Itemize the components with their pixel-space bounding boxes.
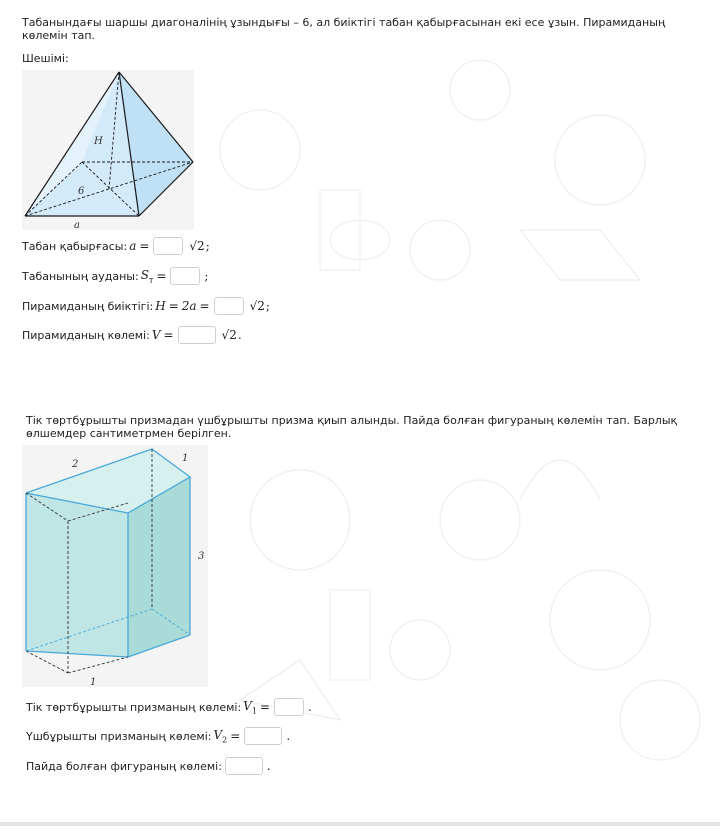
answer-input-height[interactable] xyxy=(214,297,244,315)
answer-input-base-area[interactable] xyxy=(170,267,200,285)
row-label: Тік төртбұрышты призманың көлемі: xyxy=(26,700,242,714)
row-end: . xyxy=(266,759,271,773)
answer-input-result[interactable] xyxy=(225,757,263,775)
height-label: H xyxy=(94,136,103,147)
pyramid-drawing xyxy=(22,70,194,230)
equals-sign: = xyxy=(163,328,174,342)
math-var xyxy=(141,268,154,284)
equals-sign: = xyxy=(168,299,179,313)
answer-input-v1[interactable] xyxy=(274,698,304,716)
prism-front-face xyxy=(26,493,128,657)
math-var: H xyxy=(155,299,166,313)
math-var xyxy=(214,728,228,744)
math-var: a xyxy=(129,239,137,253)
label-top-right: 1 xyxy=(182,453,189,464)
row-base-side xyxy=(22,237,211,255)
row-label: Пирамиданың көлемі: xyxy=(22,328,150,342)
sqrt-term: √2 xyxy=(189,239,205,253)
label-right: 3 xyxy=(198,551,205,562)
row-label: Табанының ауданы: xyxy=(22,269,139,283)
math-expression: 2a xyxy=(181,299,197,313)
row-end: . xyxy=(307,700,312,714)
math-subscript: т xyxy=(148,275,154,285)
bottom-divider xyxy=(0,822,720,826)
row-end: . xyxy=(237,328,242,342)
math-var-letter: V xyxy=(243,698,252,713)
row-rect-prism-volume xyxy=(26,698,313,716)
answer-input-base-side[interactable] xyxy=(153,237,183,255)
prism-figure xyxy=(22,445,208,687)
row-result-volume xyxy=(26,757,272,775)
sqrt-term: √2 xyxy=(249,299,265,313)
row-label: Пирамиданың биіктігі: xyxy=(22,299,154,313)
answer-input-volume[interactable] xyxy=(178,326,216,344)
equals-sign: = xyxy=(156,269,167,283)
math-var-letter: S xyxy=(140,267,149,282)
equals-sign: = xyxy=(230,729,241,743)
row-end: . xyxy=(286,729,291,743)
label-top-left: 2 xyxy=(72,459,79,470)
label-bottom: 1 xyxy=(90,677,97,687)
row-end: ; xyxy=(265,299,270,313)
answer-input-v2[interactable] xyxy=(244,727,282,745)
prism-drawing xyxy=(22,445,208,687)
math-var xyxy=(243,699,257,715)
diagonal-label: 6 xyxy=(78,186,85,197)
row-base-area xyxy=(22,267,209,285)
math-var-letter: V xyxy=(213,727,223,742)
equals-sign: = xyxy=(199,299,210,313)
equals-sign: = xyxy=(259,700,270,714)
math-subscript: 2 xyxy=(222,735,228,745)
row-volume xyxy=(22,326,243,344)
math-var: V xyxy=(151,328,161,342)
solution-label: Шешімі: xyxy=(22,52,69,65)
equals-sign: = xyxy=(139,239,150,253)
row-end: ; xyxy=(205,239,210,253)
math-subscript: 1 xyxy=(251,706,257,716)
row-tri-prism-volume xyxy=(26,727,291,745)
task2-statement: Тік төртбұрышты призмадан үшбұрышты призма қиып алынды. Пайда болған фигураның көлемін тап. Барлық өлшемдер сантиметрмен берілген. xyxy=(26,414,678,440)
sqrt-term: √2 xyxy=(221,328,237,342)
task1-statement: Табанындағы шаршы диагоналінің ұзындығы – 6, ал биіктігі табан қабырғасынан екі есе ұзын. Пирамиданың көлемін тап. xyxy=(22,16,666,42)
side-label: a xyxy=(74,220,80,230)
row-end: ; xyxy=(204,269,209,283)
pyramid-figure xyxy=(22,70,194,230)
row-label: Табан қабырғасы: xyxy=(22,239,128,253)
row-label: Пайда болған фигураның көлемі: xyxy=(26,759,222,773)
row-label: Үшбұрышты призманың көлемі: xyxy=(26,729,212,743)
row-height xyxy=(22,297,271,315)
